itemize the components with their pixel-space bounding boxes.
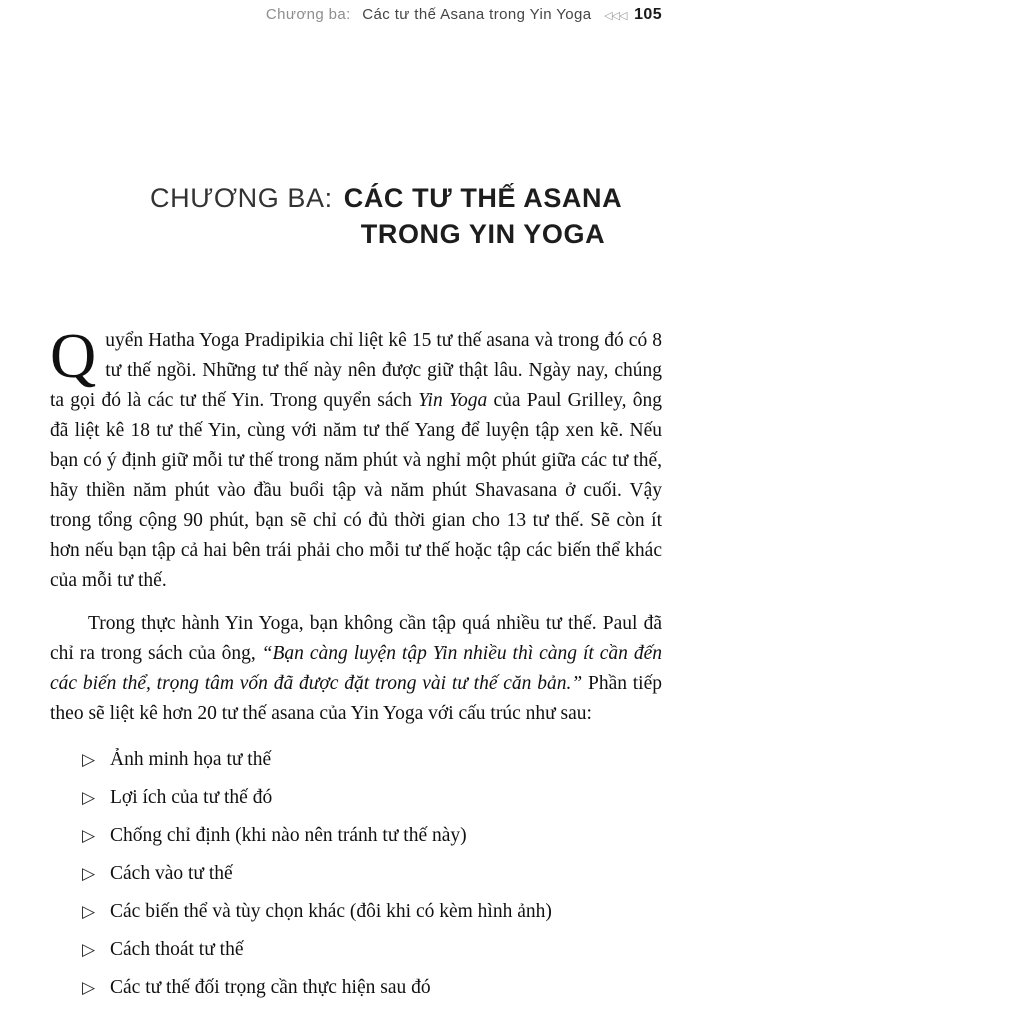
list-item-label: Ảnh minh họa tư thế <box>110 749 272 770</box>
list-item-label: Chống chỉ định (khi nào nên tránh tư thế này) <box>110 825 467 846</box>
list-item <box>82 745 662 775</box>
paragraph-1-text-continued: của Paul Grilley, ông đã liệt kê 18 tư thế Yin, cùng với năm tư thế Yang để luyện tập xen kẽ. Nếu bạn có ý định giữ mỗi tư thế trong năm phút và nghỉ một phút giữa các tư thế, hãy thiền năm phút vào đầu buổi tập và năm phút Shavasana ở cuối. Vậy trong tổng cộng 90 phút, bạn sẽ chỉ có đủ thời gian cho 13 tư thế. Sẽ còn ít hơn nếu bạn tập cả hai bên trái phải cho mỗi tư thế hoặc tập các biến thể khác của mỗi tư thế. <box>50 390 662 591</box>
triangle-bullet-icon: ▷ <box>82 826 96 845</box>
chapter-title <box>150 180 622 253</box>
chapter-label: CHƯƠNG BA: <box>150 183 333 213</box>
list-item <box>82 973 662 1003</box>
pose-structure-list <box>82 745 662 1003</box>
drop-cap: Q <box>50 320 97 391</box>
list-item <box>82 783 662 813</box>
triangle-bullet-icon: ▷ <box>82 902 96 921</box>
list-item <box>82 859 662 889</box>
list-item-label: Các tư thế đối trọng cần thực hiện sau đó <box>110 977 431 998</box>
chapter-title-line1: CÁC TƯ THẾ ASANA <box>343 183 623 213</box>
list-item <box>82 821 662 851</box>
paragraph-2-quote: “Bạn càng luyện tập Yin nhiều thì càng ít cần đến các biến thể, trọng tâm vốn đã được đặt trong vài tư thế căn bản.” <box>50 643 662 694</box>
paragraph-2-text-continued: Phần tiếp theo sẽ liệt kê hơn 20 tư thế asana của Yin Yoga với cấu trúc như sau: <box>50 673 662 724</box>
triple-left-triangle-icon: ◁◁◁ <box>604 10 627 22</box>
triangle-bullet-icon: ▷ <box>82 788 96 807</box>
list-item-label: Lợi ích của tư thế đó <box>110 787 273 808</box>
running-header-chapter-prefix: Chương ba: <box>265 6 351 23</box>
running-header <box>50 6 662 24</box>
paragraph-2 <box>50 609 662 729</box>
list-item-label: Các biến thể và tùy chọn khác (đôi khi có kèm hình ảnh) <box>110 901 552 922</box>
body-text-column <box>50 320 662 1011</box>
triangle-bullet-icon: ▷ <box>82 940 96 959</box>
running-header-title: Các tư thế Asana trong Yin Yoga <box>362 6 592 23</box>
triangle-bullet-icon: ▷ <box>82 978 96 997</box>
list-item-label: Cách vào tư thế <box>110 863 233 884</box>
list-item <box>82 897 662 927</box>
paragraph-1-italic-book-title: Yin Yoga <box>418 390 488 411</box>
triangle-bullet-icon: ▷ <box>82 750 96 769</box>
page-number: 105 <box>634 6 662 23</box>
list-item <box>82 935 662 965</box>
paragraph-2-text: Trong thực hành Yin Yoga, bạn không cần tập quá nhiều tư thế. Paul đã chỉ ra trong sách của ông, <box>50 613 662 664</box>
chapter-title-main <box>344 180 623 253</box>
paragraph-1 <box>50 320 662 596</box>
chapter-title-line2: TRONG YIN YOGA <box>360 219 606 250</box>
list-item-label: Cách thoát tư thế <box>110 939 244 960</box>
triangle-bullet-icon: ▷ <box>82 864 96 883</box>
paragraph-1-text: uyển Hatha Yoga Pradipikia chỉ liệt kê 15 tư thế asana và trong đó có 8 tư thế ngồi. Những tư thế này nên được giữ thật lâu. Ngày nay, chúng ta gọi đó là các tư thế Yin. Trong quyển sách <box>50 330 662 411</box>
